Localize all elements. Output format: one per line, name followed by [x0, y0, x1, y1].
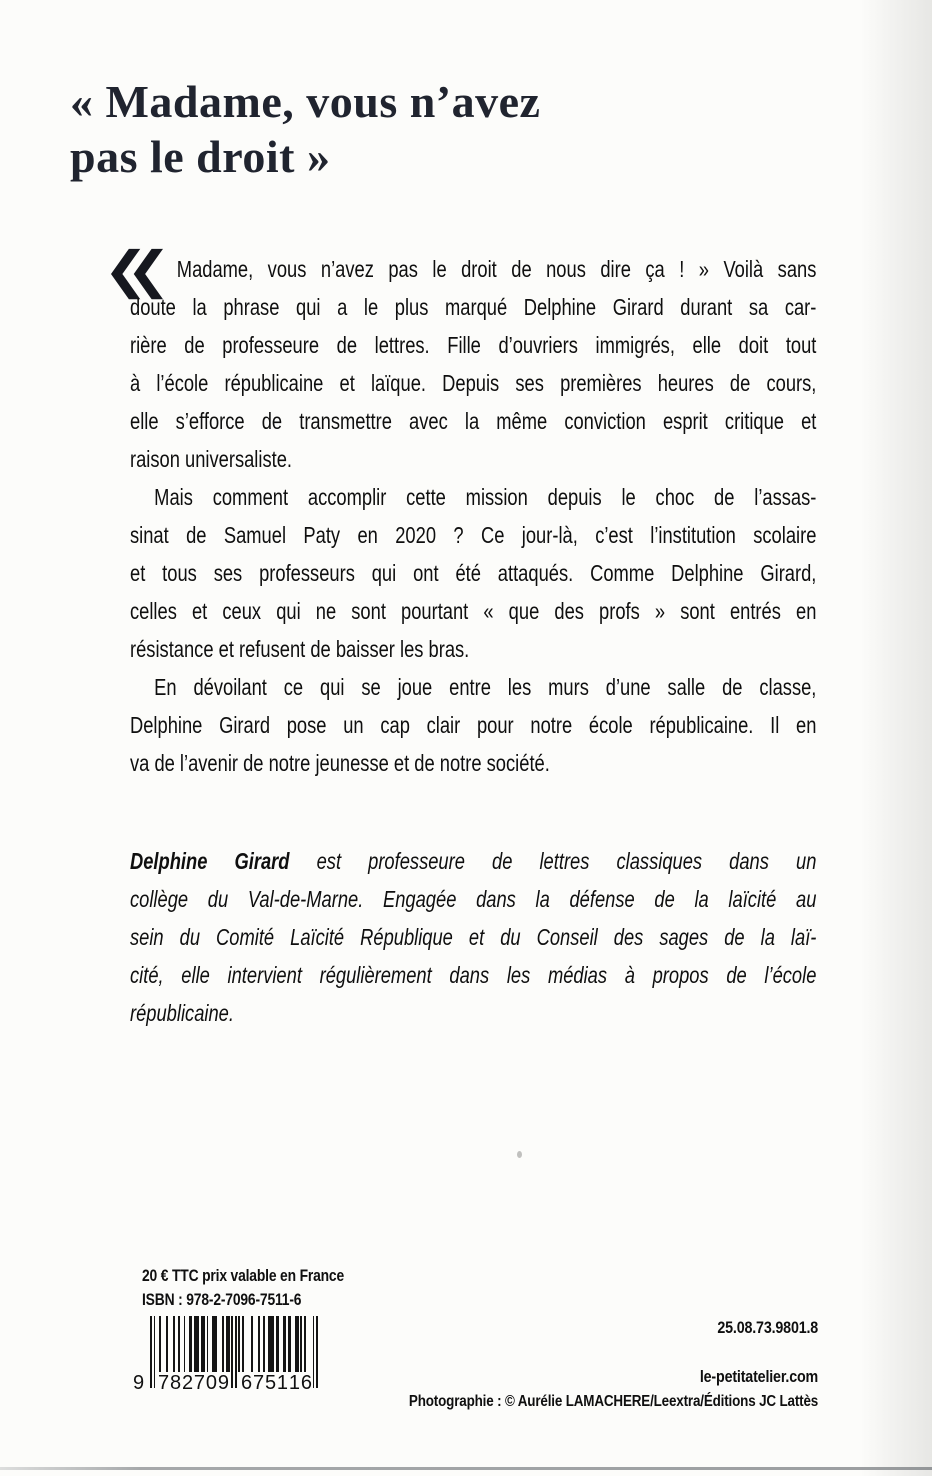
barcode-digit: 6	[300, 1372, 312, 1394]
barcode-bar	[150, 1316, 152, 1388]
author-name: Delphine Girard	[130, 848, 290, 874]
barcode-bar	[295, 1316, 299, 1372]
barcode-bar	[235, 1316, 237, 1388]
pricing-block	[142, 1264, 344, 1312]
text-line: et tous ses professeurs qui ont été attaqués. Comme Delphine Girard,	[130, 560, 817, 586]
page-curl-shadow	[860, 0, 932, 1476]
text-line: sein du Comité Laïcité République et du Conseil des sages de la laï-	[130, 924, 817, 950]
text-line: doute la phrase qui a le plus marqué Delphine Girard durant sa car-	[130, 294, 817, 320]
text-line: Mais comment accomplir cette mission depuis le choc de l’assas-	[154, 484, 817, 510]
barcode-digit: 2	[181, 1372, 194, 1394]
text-line: à l’école républicaine et laïque. Depuis ses premières heures de cours,	[130, 370, 817, 396]
barcode-digit: 0	[205, 1372, 217, 1394]
synopsis-paragraph	[130, 668, 816, 782]
barcode-bar	[313, 1316, 315, 1388]
barcode-bar	[201, 1316, 205, 1372]
text-line: va de l’avenir de notre jeunesse et de notre société.	[130, 750, 550, 776]
barcode-digit: 9	[217, 1372, 229, 1394]
text-line: Delphine Girard pose un cap clair pour notre école républicaine. Il en	[130, 712, 817, 738]
barcode-digit-first: 9	[133, 1372, 145, 1394]
barcode-bar	[159, 1316, 161, 1372]
barcode-bar	[184, 1316, 186, 1372]
barcode-digit: 8	[169, 1372, 182, 1394]
barcode-digit: 7	[158, 1372, 170, 1394]
text-line: raison universaliste.	[130, 446, 292, 472]
price-text: 20 € TTC prix valable en France	[142, 1267, 345, 1285]
print-ref-number: 25.08.73.9801.8	[717, 1318, 818, 1337]
text-line: cité, elle intervient régulièrement dans les médias à propos de l’école	[130, 962, 817, 988]
isbn-text: ISBN : 978-2-7096-7511-6	[142, 1291, 302, 1309]
text-line: En dévoilant ce qui se joue entre les murs d’une salle de classe,	[154, 674, 817, 700]
barcode-digit: 5	[264, 1372, 277, 1394]
publisher-info	[409, 1318, 818, 1411]
text-line: celles et ceux qui ne sont pourtant « que des profs » sont entrés en	[130, 598, 817, 624]
barcode-digit: 7	[193, 1372, 206, 1394]
bio-lines	[130, 880, 816, 1032]
barcode-digit: 1	[276, 1372, 289, 1394]
barcode-digit: 6	[241, 1372, 253, 1394]
barcode	[133, 1316, 318, 1404]
barcode-digits-right	[241, 1370, 312, 1396]
book-title-line-1: « Madame, vous n’avez	[70, 76, 541, 127]
synopsis-paragraph	[130, 250, 816, 478]
synopsis-paragraph	[130, 478, 816, 668]
barcode-bar	[238, 1316, 240, 1372]
barcode-bar	[178, 1316, 180, 1372]
book-title	[70, 74, 540, 184]
barcode-bar	[263, 1316, 265, 1372]
barcode-bar	[276, 1316, 280, 1372]
bio-first-line	[130, 842, 816, 880]
text-line: collège du Val-de-Marne. Engagée dans la défense de la laïcité au	[130, 886, 817, 912]
barcode-digit: 7	[252, 1372, 265, 1394]
barcode-bar	[154, 1316, 156, 1388]
barcode-bar	[226, 1316, 230, 1372]
barcode-bar	[194, 1316, 199, 1372]
photo-credit: Photographie : © Aurélie LAMACHERE/Leextra/Éditions JC Lattès	[408, 1393, 818, 1410]
barcode-bar	[251, 1316, 253, 1372]
scan-speck	[517, 1151, 522, 1158]
barcode-bar	[288, 1316, 292, 1372]
text-line: Madame, vous n’avez pas le droit de nous dire ça ! » Voilà sans	[176, 256, 817, 282]
barcode-digit: 1	[288, 1372, 300, 1394]
text-line: résistance et refusent de baisser les bras.	[130, 636, 470, 662]
barcode-bar	[300, 1316, 302, 1372]
barcode-bar	[212, 1316, 217, 1372]
barcode-bar	[222, 1316, 224, 1372]
barcode-bar	[173, 1316, 175, 1372]
barcode-digits-left	[158, 1370, 229, 1396]
page-bottom-edge	[0, 1467, 932, 1470]
text-line: rière de professeure de lettres. Fille d’ouvriers immigrés, elle doit tout	[130, 332, 817, 358]
publisher-website: le-petitatelier.com	[699, 1367, 818, 1386]
barcode-bar	[242, 1316, 244, 1372]
barcode-bar	[316, 1316, 318, 1388]
barcode-bar	[189, 1316, 193, 1372]
barcode-bar	[258, 1316, 260, 1372]
barcode-bar	[207, 1316, 209, 1372]
synopsis-text	[130, 250, 816, 782]
barcode-bar	[166, 1316, 168, 1372]
text-line: sinat de Samuel Paty en 2020 ? Ce jour-là, c’est l’institution scolaire	[130, 522, 817, 548]
barcode-bar	[304, 1316, 306, 1372]
barcode-bar	[231, 1316, 233, 1388]
text-line: elle s’efforce de transmettre avec la même conviction esprit critique et	[130, 408, 817, 434]
bio-first-line-rest: est professeure de lettres classiques dans un	[289, 848, 817, 874]
barcode-bar	[283, 1316, 287, 1372]
barcode-bar	[268, 1316, 273, 1372]
text-line: républicaine.	[130, 1000, 234, 1026]
author-bio	[130, 842, 816, 1032]
book-title-line-2: pas le droit »	[70, 131, 331, 182]
